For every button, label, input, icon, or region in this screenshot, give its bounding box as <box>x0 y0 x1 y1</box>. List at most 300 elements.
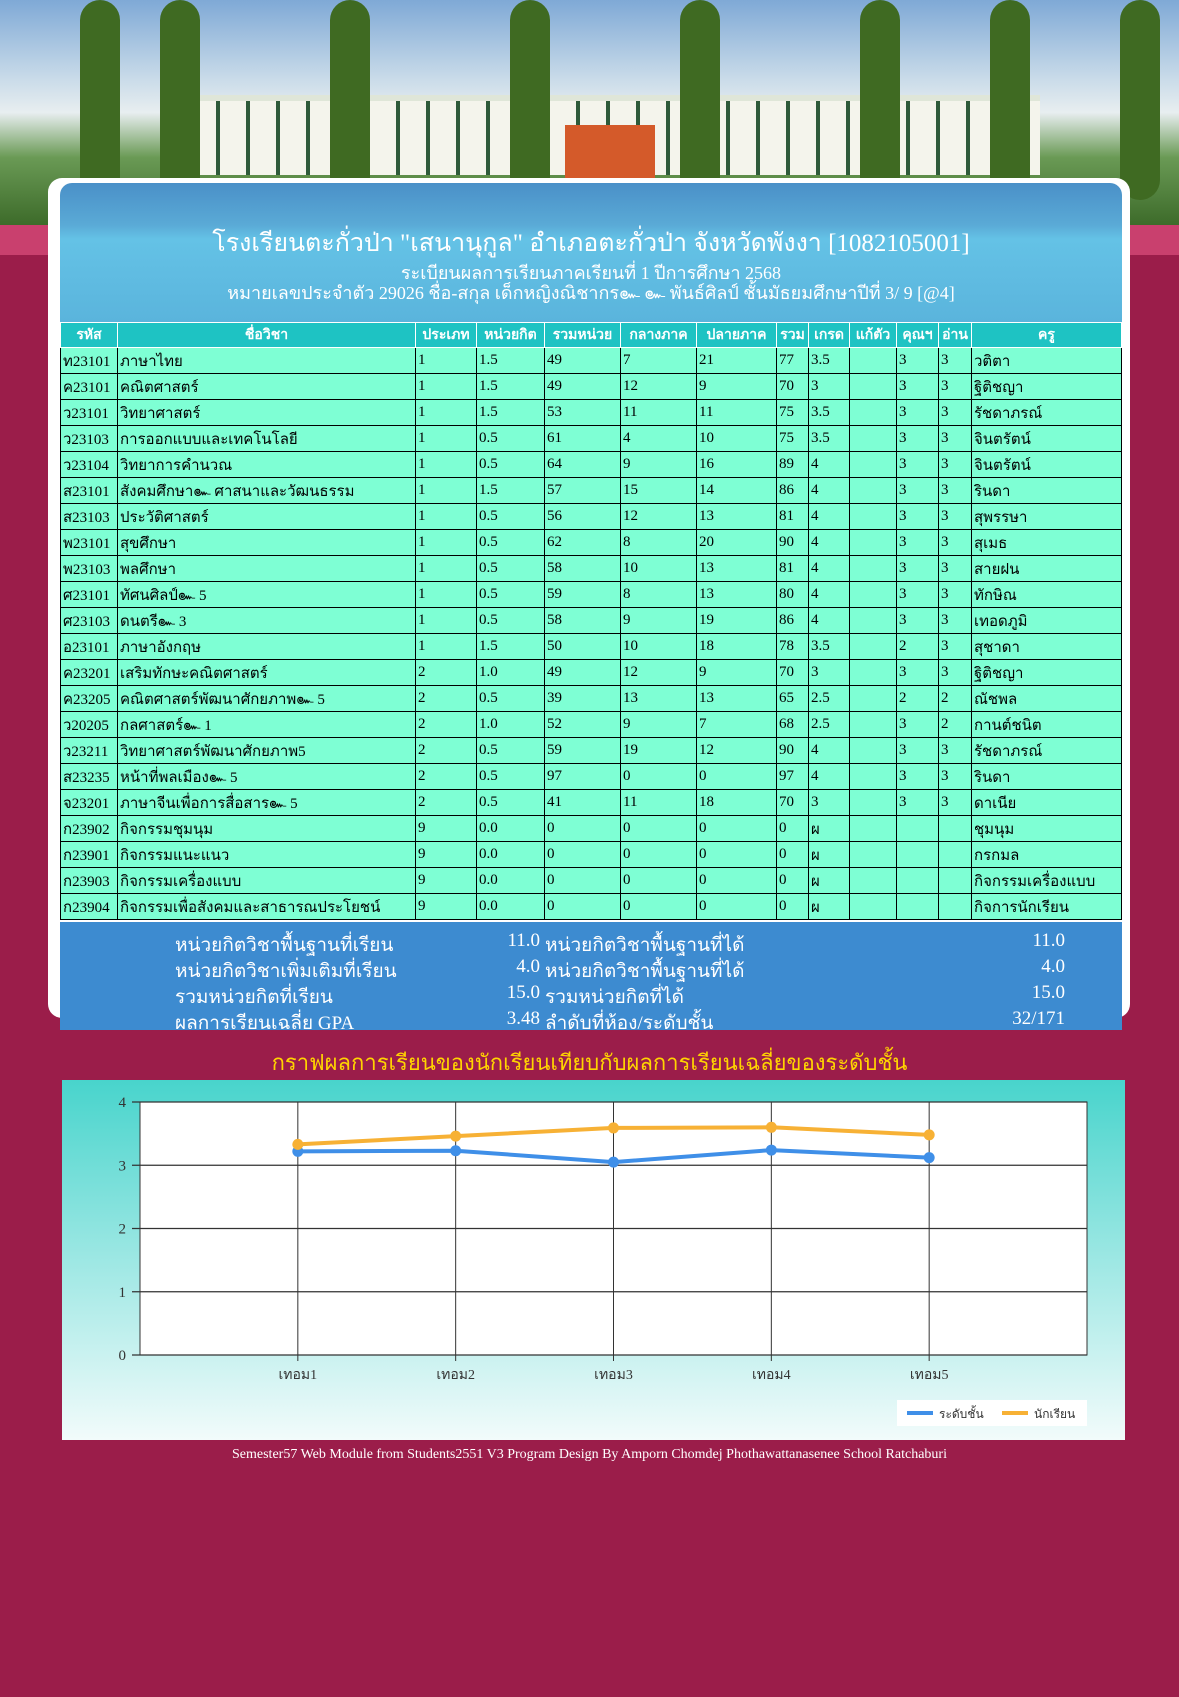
table-cell: 3.5 <box>809 348 850 374</box>
table-cell: 0 <box>777 816 809 842</box>
summary-value2: 32/171 <box>1012 1008 1065 1029</box>
table-cell: กรกมล <box>972 842 1122 868</box>
y-tick-label: 4 <box>118 1095 126 1111</box>
x-tick-label: เทอม5 <box>909 1368 949 1383</box>
table-cell <box>850 660 897 686</box>
table-cell: 3.5 <box>809 400 850 426</box>
table-cell: ก23903 <box>61 868 118 894</box>
table-cell: 13 <box>621 686 697 712</box>
table-cell: 70 <box>777 374 809 400</box>
table-cell: 0.5 <box>477 452 545 478</box>
table-cell: 0.0 <box>477 868 545 894</box>
footer-credit: Semester57 Web Module from Students2551 V3 Program Design By Amporn Chomdej Phothawattanasenee School Ratchaburi <box>232 1447 947 1462</box>
table-cell <box>939 868 972 894</box>
table-cell: 2 <box>416 660 477 686</box>
table-row <box>61 582 1122 608</box>
table-row <box>61 894 1122 920</box>
table-cell: 3 <box>897 400 939 426</box>
table-cell: 68 <box>777 712 809 738</box>
table-cell: 0.5 <box>477 764 545 790</box>
table-cell <box>850 842 897 868</box>
table-cell <box>939 894 972 920</box>
table-cell: 18 <box>697 634 777 660</box>
y-tick-label: 0 <box>118 1348 126 1364</box>
table-cell: รินดา <box>972 478 1122 504</box>
table-cell: ว23103 <box>61 426 118 452</box>
table-cell: คณิตศาสตร์ <box>118 374 416 400</box>
table-cell: 70 <box>777 790 809 816</box>
table-cell: กิจกรรมชุมนุม <box>118 816 416 842</box>
table-cell: การออกแบบและเทคโนโลยี <box>118 426 416 452</box>
table-cell: 4 <box>809 556 850 582</box>
table-cell: 70 <box>777 660 809 686</box>
table-cell: 8 <box>621 582 697 608</box>
table-cell: ประวัติศาสตร์ <box>118 504 416 530</box>
table-cell: 3 <box>897 790 939 816</box>
table-cell: ณัชพล <box>972 686 1122 712</box>
table-cell: 0.5 <box>477 530 545 556</box>
table-cell: 11 <box>621 790 697 816</box>
table-cell: 9 <box>621 608 697 634</box>
table-cell: 41 <box>545 790 621 816</box>
table-cell: 75 <box>777 426 809 452</box>
table-cell: 61 <box>545 426 621 452</box>
table-cell: ค23205 <box>61 686 118 712</box>
x-tick-label: เทอม2 <box>436 1368 475 1383</box>
table-cell: 75 <box>777 400 809 426</box>
table-cell: 1 <box>416 530 477 556</box>
credit-summary <box>60 922 1122 1034</box>
table-cell: ส23101 <box>61 478 118 504</box>
table-cell: รัชดาภรณ์ <box>972 738 1122 764</box>
table-cell: ภาษาไทย <box>118 348 416 374</box>
table-cell: ฐิติชญา <box>972 374 1122 400</box>
table-cell: 1.5 <box>477 374 545 400</box>
table-cell: 3 <box>939 634 972 660</box>
table-cell: กิจกรรมเครื่องแบบ <box>972 868 1122 894</box>
table-cell: 3 <box>897 764 939 790</box>
table-cell: 0 <box>697 894 777 920</box>
table-cell: 0.5 <box>477 556 545 582</box>
table-cell: 39 <box>545 686 621 712</box>
table-cell: 62 <box>545 530 621 556</box>
table-cell <box>850 712 897 738</box>
table-cell: 0.0 <box>477 894 545 920</box>
table-cell: 10 <box>621 556 697 582</box>
table-cell: 0 <box>545 868 621 894</box>
summary-label2: หน่วยกิตวิชาพื้นฐานที่ได้ <box>545 961 745 982</box>
table-cell: 0 <box>621 894 697 920</box>
table-cell: 12 <box>621 374 697 400</box>
summary-label: หน่วยกิตวิชาเพิ่มเติมที่เรียน <box>175 961 397 982</box>
table-cell <box>850 530 897 556</box>
table-cell: 1 <box>416 426 477 452</box>
table-cell: วิทยาศาสตร์พัฒนาศักยภาพ5 <box>118 738 416 764</box>
summary-label: หน่วยกิตวิชาพื้นฐานที่เรียน <box>175 935 394 956</box>
column-header: ปลายภาค <box>697 323 777 348</box>
table-cell: สายฝน <box>972 556 1122 582</box>
table-cell: 53 <box>545 400 621 426</box>
table-cell: กิจกรรมเพื่อสังคมและสาธารณประโยชน์ <box>118 894 416 920</box>
table-cell <box>850 634 897 660</box>
table-cell: ศ23103 <box>61 608 118 634</box>
table-cell: 86 <box>777 478 809 504</box>
table-cell: 0 <box>777 868 809 894</box>
table-cell: 12 <box>621 504 697 530</box>
table-cell: 4 <box>809 582 850 608</box>
y-tick-label: 3 <box>118 1158 126 1175</box>
table-cell: ทักษิณ <box>972 582 1122 608</box>
table-cell: วติตา <box>972 348 1122 374</box>
table-cell: คณิตศาสตร์พัฒนาศักยภาพ๛ 5 <box>118 686 416 712</box>
table-cell: ก23901 <box>61 842 118 868</box>
table-cell <box>850 816 897 842</box>
table-cell: 2.5 <box>809 686 850 712</box>
table-cell: พลศึกษา <box>118 556 416 582</box>
x-tick-label: เทอม4 <box>752 1368 791 1383</box>
table-cell: 3 <box>939 426 972 452</box>
table-cell: กลศาสตร์๛ 1 <box>118 712 416 738</box>
table-cell: 2 <box>416 790 477 816</box>
table-cell: 78 <box>777 634 809 660</box>
table-cell: ภาษาจีนเพื่อการสื่อสาร๛ 5 <box>118 790 416 816</box>
table-cell <box>850 478 897 504</box>
column-header: ประเภท <box>416 323 477 348</box>
table-cell: 20 <box>697 530 777 556</box>
table-cell: 12 <box>697 738 777 764</box>
table-cell: พ23103 <box>61 556 118 582</box>
table-cell: 4 <box>809 608 850 634</box>
data-point <box>608 1122 619 1133</box>
table-cell: 3 <box>897 738 939 764</box>
column-header: รหัส <box>61 323 118 348</box>
table-cell: 11 <box>621 400 697 426</box>
table-cell: ภาษาอังกฤษ <box>118 634 416 660</box>
table-cell: 90 <box>777 738 809 764</box>
table-cell: 2 <box>939 686 972 712</box>
table-cell: 0.0 <box>477 816 545 842</box>
table-cell: 56 <box>545 504 621 530</box>
table-cell: 86 <box>777 608 809 634</box>
table-cell: เทอดภูมิ <box>972 608 1122 634</box>
table-cell: ก23904 <box>61 894 118 920</box>
report-subtitle: ระเบียนผลการเรียนภาคเรียนที่ 1 ปีการศึกษา 2568 <box>400 263 782 283</box>
table-cell: ว23104 <box>61 452 118 478</box>
table-cell: 1.5 <box>477 478 545 504</box>
table-cell <box>850 764 897 790</box>
student-info: หมายเลขประจำตัว 29026 ชื่อ-สกุล เด็กหญิงณิชากร๛ ๛ พันธ์ศิลป์ ชั้นมัธยมศึกษาปีที่ 3/ 9 [@4] <box>227 283 955 303</box>
table-cell <box>897 816 939 842</box>
table-cell <box>897 894 939 920</box>
table-cell: 3 <box>897 504 939 530</box>
data-point <box>924 1129 935 1140</box>
table-row <box>61 452 1122 478</box>
data-point <box>608 1157 619 1168</box>
table-cell: 18 <box>697 790 777 816</box>
table-cell: เสริมทักษะคณิตศาสตร์ <box>118 660 416 686</box>
summary-label2: ลำดับที่ห้อง/ระดับชั้น <box>545 1013 714 1034</box>
table-cell <box>850 452 897 478</box>
table-cell: รัชดาภรณ์ <box>972 400 1122 426</box>
table-cell <box>850 738 897 764</box>
table-cell: 52 <box>545 712 621 738</box>
table-cell: 0 <box>697 764 777 790</box>
table-cell <box>939 816 972 842</box>
table-cell: 0 <box>621 868 697 894</box>
summary-value2: 11.0 <box>1032 930 1065 951</box>
table-cell: 19 <box>697 608 777 634</box>
table-cell: 9 <box>697 374 777 400</box>
table-cell: 9 <box>621 712 697 738</box>
table-cell <box>897 868 939 894</box>
table-row <box>61 738 1122 764</box>
table-cell: 0 <box>777 842 809 868</box>
table-cell: 7 <box>697 712 777 738</box>
table-cell: 97 <box>545 764 621 790</box>
table-cell: ผ <box>809 842 850 868</box>
table-cell: 3 <box>897 452 939 478</box>
summary-value: 11.0 <box>507 930 540 951</box>
table-cell: 9 <box>416 842 477 868</box>
table-cell: 3 <box>939 530 972 556</box>
table-cell: 4 <box>809 452 850 478</box>
table-cell: 90 <box>777 530 809 556</box>
table-cell: 0.5 <box>477 582 545 608</box>
column-header: กลางภาค <box>621 323 697 348</box>
table-cell: 0 <box>545 842 621 868</box>
table-cell: 13 <box>697 582 777 608</box>
table-cell: 0 <box>621 764 697 790</box>
table-cell: 2 <box>416 686 477 712</box>
table-cell: 4 <box>809 504 850 530</box>
table-cell: 49 <box>545 374 621 400</box>
table-cell <box>850 348 897 374</box>
table-cell: 81 <box>777 556 809 582</box>
column-header: อ่าน <box>939 323 972 348</box>
table-cell: 3 <box>897 660 939 686</box>
table-cell: 3 <box>897 530 939 556</box>
table-cell: 1 <box>416 608 477 634</box>
table-cell: 3 <box>939 400 972 426</box>
table-cell: 3.5 <box>809 426 850 452</box>
table-cell: 21 <box>697 348 777 374</box>
table-cell: 0.5 <box>477 504 545 530</box>
table-cell: กิจการนักเรียน <box>972 894 1122 920</box>
table-cell: ดนตรี๛ 3 <box>118 608 416 634</box>
school-title: โรงเรียนตะกั่วป่า "เสนานุกูล" อำเภอตะกั่วป่า จังหวัดพังงา [1082105001] <box>212 230 970 257</box>
table-cell: 57 <box>545 478 621 504</box>
table-cell <box>850 608 897 634</box>
table-cell <box>897 842 939 868</box>
summary-value: 3.48 <box>506 1008 540 1029</box>
table-row <box>61 686 1122 712</box>
table-cell: 19 <box>621 738 697 764</box>
table-cell: ว20205 <box>61 712 118 738</box>
table-row <box>61 556 1122 582</box>
table-cell: 49 <box>545 348 621 374</box>
table-cell: 2 <box>416 712 477 738</box>
table-cell: พ23101 <box>61 530 118 556</box>
table-cell <box>850 582 897 608</box>
table-cell: 3 <box>897 608 939 634</box>
table-cell: 15 <box>621 478 697 504</box>
table-cell: ก23902 <box>61 816 118 842</box>
table-cell: ชุมนุม <box>972 816 1122 842</box>
table-cell: 1 <box>416 452 477 478</box>
column-header: ครู <box>972 323 1122 348</box>
data-point <box>450 1145 461 1156</box>
table-row <box>61 816 1122 842</box>
data-point <box>766 1145 777 1156</box>
table-cell: 3 <box>939 608 972 634</box>
table-row <box>61 608 1122 634</box>
table-cell: 11 <box>697 400 777 426</box>
table-cell: 2.5 <box>809 712 850 738</box>
table-cell: วิทยาการคำนวณ <box>118 452 416 478</box>
table-row <box>61 504 1122 530</box>
table-cell: 1 <box>416 400 477 426</box>
table-cell: 3 <box>897 478 939 504</box>
table-cell: สุเมธ <box>972 530 1122 556</box>
table-cell <box>850 504 897 530</box>
data-point <box>292 1139 303 1150</box>
table-row <box>61 790 1122 816</box>
table-cell: 16 <box>697 452 777 478</box>
table-row <box>61 530 1122 556</box>
table-cell: ท23101 <box>61 348 118 374</box>
table-cell: 50 <box>545 634 621 660</box>
table-cell: ศ23101 <box>61 582 118 608</box>
table-cell: 89 <box>777 452 809 478</box>
table-cell: 12 <box>621 660 697 686</box>
table-cell: 0 <box>545 894 621 920</box>
table-cell: จ23201 <box>61 790 118 816</box>
summary-label: รวมหน่วยกิตที่เรียน <box>175 987 333 1008</box>
summary-value: 4.0 <box>516 956 540 977</box>
table-cell: 81 <box>777 504 809 530</box>
table-cell: ทัศนศิลป์๛ 5 <box>118 582 416 608</box>
summary-label2: หน่วยกิตวิชาพื้นฐานที่ได้ <box>545 935 745 956</box>
table-cell: 1 <box>416 348 477 374</box>
table-cell: รินดา <box>972 764 1122 790</box>
table-cell: 1.0 <box>477 660 545 686</box>
table-cell: 9 <box>416 816 477 842</box>
y-tick-label: 1 <box>118 1284 126 1301</box>
table-cell: 0 <box>777 894 809 920</box>
table-cell: 1.0 <box>477 712 545 738</box>
column-header: คุณฯ <box>897 323 939 348</box>
column-header: ชื่อวิชา <box>118 323 416 348</box>
report-header <box>60 183 1122 323</box>
table-cell: ผ <box>809 816 850 842</box>
table-cell: 64 <box>545 452 621 478</box>
table-cell: กิจกรรมแนะแนว <box>118 842 416 868</box>
table-row <box>61 400 1122 426</box>
table-cell <box>850 556 897 582</box>
table-cell <box>850 790 897 816</box>
table-cell: ส23103 <box>61 504 118 530</box>
table-cell: 77 <box>777 348 809 374</box>
table-cell: สุขศึกษา <box>118 530 416 556</box>
table-cell: 2 <box>897 634 939 660</box>
table-row <box>61 478 1122 504</box>
table-row <box>61 764 1122 790</box>
table-row <box>61 712 1122 738</box>
table-cell: 0.5 <box>477 686 545 712</box>
table-cell: 3 <box>939 660 972 686</box>
table-row <box>61 426 1122 452</box>
table-cell: ว23211 <box>61 738 118 764</box>
table-cell: 1 <box>416 582 477 608</box>
column-header: เกรด <box>809 323 850 348</box>
table-cell: 9 <box>697 660 777 686</box>
table-cell: 80 <box>777 582 809 608</box>
table-cell: กานต์ชนิต <box>972 712 1122 738</box>
table-cell: สุชาดา <box>972 634 1122 660</box>
table-cell: 4 <box>621 426 697 452</box>
table-cell <box>850 426 897 452</box>
table-cell: 0.5 <box>477 790 545 816</box>
table-cell: 1 <box>416 374 477 400</box>
y-tick-label: 2 <box>118 1221 126 1238</box>
summary-value2: 15.0 <box>1031 982 1065 1003</box>
table-cell: สังคมศึกษา๛ ศาสนาและวัฒนธรรม <box>118 478 416 504</box>
data-point <box>766 1122 777 1133</box>
table-cell: 2 <box>416 764 477 790</box>
table-cell: 0 <box>545 816 621 842</box>
table-cell: 2 <box>416 738 477 764</box>
table-cell: วิทยาศาสตร์ <box>118 400 416 426</box>
table-cell: 3 <box>897 582 939 608</box>
table-cell: 10 <box>621 634 697 660</box>
table-cell: กิจกรรมเครื่องแบบ <box>118 868 416 894</box>
table-cell: 1 <box>416 556 477 582</box>
table-cell: ผ <box>809 868 850 894</box>
table-cell: 3 <box>939 764 972 790</box>
table-cell: 0 <box>621 816 697 842</box>
table-cell: 3 <box>939 504 972 530</box>
table-cell: 10 <box>697 426 777 452</box>
table-row <box>61 660 1122 686</box>
table-cell: 2 <box>939 712 972 738</box>
table-cell: 0.5 <box>477 738 545 764</box>
table-cell: ผ <box>809 894 850 920</box>
table-cell: ค23101 <box>61 374 118 400</box>
table-cell <box>850 868 897 894</box>
table-cell: 7 <box>621 348 697 374</box>
table-cell: 3 <box>897 374 939 400</box>
table-cell: 1 <box>416 504 477 530</box>
table-cell: 4 <box>809 478 850 504</box>
summary-label2: รวมหน่วยกิตที่ได้ <box>545 987 684 1008</box>
table-cell: 3 <box>939 478 972 504</box>
table-row <box>61 348 1122 374</box>
data-point <box>450 1131 461 1142</box>
table-cell: 9 <box>621 452 697 478</box>
table-cell: 0.5 <box>477 608 545 634</box>
table-cell: 1.5 <box>477 400 545 426</box>
line-chart <box>62 1080 1125 1440</box>
table-cell: ส23235 <box>61 764 118 790</box>
table-cell: 3 <box>939 790 972 816</box>
table-cell: 3 <box>897 712 939 738</box>
table-cell <box>850 894 897 920</box>
table-cell: 59 <box>545 582 621 608</box>
table-cell: 1.5 <box>477 348 545 374</box>
table-cell: 65 <box>777 686 809 712</box>
chart-title: กราฟผลการเรียนของนักเรียนเทียบกับผลการเรียนเฉลี่ยของระดับชั้น <box>271 1050 908 1075</box>
table-cell: 4 <box>809 738 850 764</box>
